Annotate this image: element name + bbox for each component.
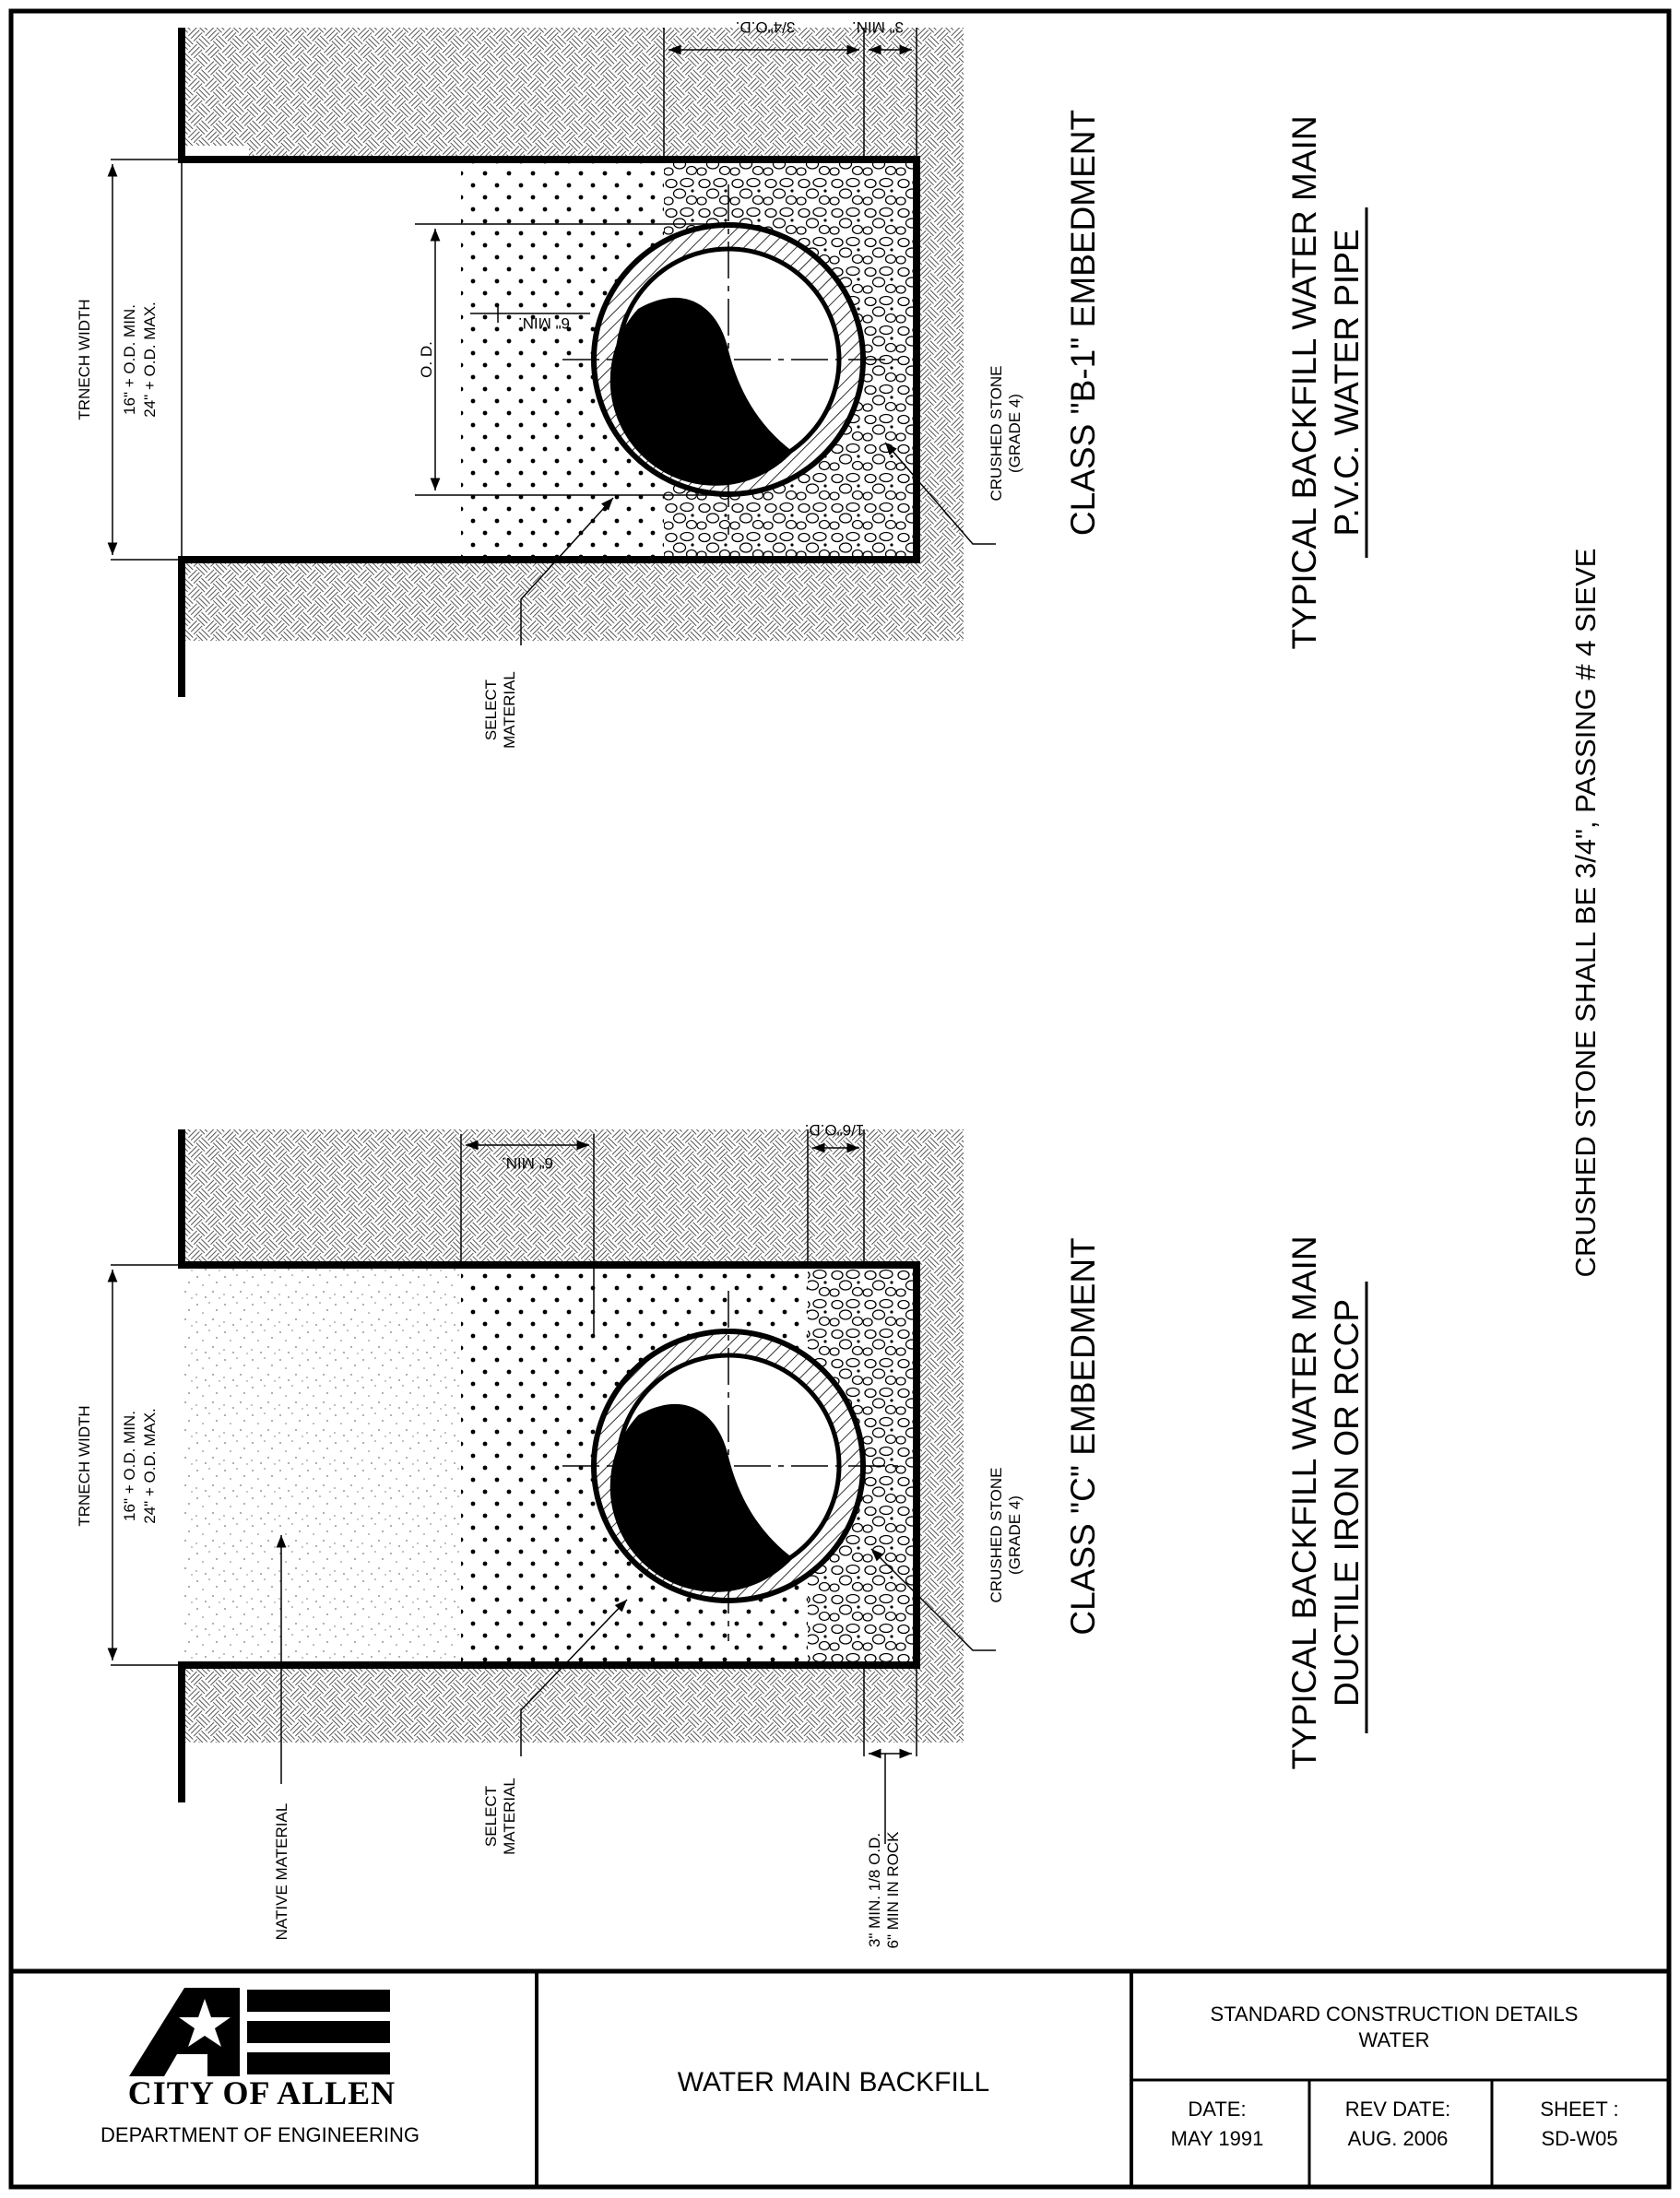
sheet-label: SHEET : bbox=[1540, 2098, 1619, 2121]
trench-max-top: 24" + O.D. MAX. bbox=[141, 301, 159, 418]
department-label: DEPARTMENT OF ENGINEERING bbox=[101, 2123, 420, 2146]
material-label-top: MATERIAL bbox=[501, 671, 518, 749]
grade-label-bottom: (GRADE 4) bbox=[1006, 1495, 1023, 1575]
rock-line2: 6" MIN IN ROCK bbox=[884, 1831, 902, 1949]
select-label-bottom: SELECT bbox=[482, 1785, 500, 1848]
trench-width-label-bottom: TRNECH WIDTH bbox=[76, 1405, 93, 1527]
date-label: DATE: bbox=[1188, 2098, 1247, 2121]
rev-date-value: AUG. 2006 bbox=[1347, 2127, 1449, 2150]
crushed-stone-label-top: CRUSHED STONE bbox=[988, 365, 1005, 502]
title-line1-top: TYPICAL BACKFILL WATER MAIN bbox=[1285, 115, 1323, 650]
class-label-top: CLASS "B-1" EMBEDMENT bbox=[1064, 109, 1102, 537]
material-label-bottom: MATERIAL bbox=[501, 1778, 518, 1855]
grade-label-top: (GRADE 4) bbox=[1006, 394, 1023, 473]
crushed-stone-label-bottom: CRUSHED STONE bbox=[988, 1467, 1005, 1603]
detail-bottom-class-c bbox=[76, 1121, 1366, 1948]
three-min-top: 3" MIN. bbox=[851, 18, 905, 36]
class-label-bottom: CLASS "C" EMBEDMENT bbox=[1064, 1237, 1102, 1636]
od-label-top: O. D. bbox=[418, 341, 435, 378]
native-material-label: NATIVE MATERIAL bbox=[273, 1802, 290, 1941]
title-line2-bottom: DUCTILE IRON OR RCCP bbox=[1328, 1299, 1366, 1707]
series-line2: WATER bbox=[1358, 2028, 1430, 2051]
city-logo bbox=[129, 1988, 390, 2076]
trench-min-top: 16" + O.D. MIN. bbox=[121, 304, 138, 415]
date-value: MAY 1991 bbox=[1170, 2127, 1264, 2150]
detail-top-class-b1 bbox=[76, 18, 1366, 749]
one-sixth-od-bottom: 1/6"O.D. bbox=[804, 1121, 865, 1139]
trench-max-bottom: 24" + O.D. MAX. bbox=[141, 1408, 159, 1524]
title-line2-top: P.V.C. WATER PIPE bbox=[1328, 229, 1366, 537]
rev-date-label: REV DATE: bbox=[1344, 2098, 1451, 2121]
six-min-top: 6" MIN. bbox=[517, 314, 571, 332]
drawing-title: WATER MAIN BACKFILL bbox=[677, 2067, 990, 2098]
title-line1-bottom: TYPICAL BACKFILL WATER MAIN bbox=[1285, 1235, 1323, 1770]
native-material-fill bbox=[184, 1267, 461, 1663]
three-quarter-od-top: 3/4"O.D. bbox=[735, 18, 796, 36]
rock-line1: 3" MIN. 1/8 O.D. bbox=[866, 1832, 883, 1948]
trench-min-bottom: 16" + O.D. MIN. bbox=[121, 1411, 138, 1521]
six-min-bottom: 6" MIN. bbox=[501, 1154, 554, 1172]
crushed-stone-note: CRUSHED STONE SHALL BE 3/4", PASSING # 4 SIEVE bbox=[1569, 548, 1602, 1278]
sheet-value: SD-W05 bbox=[1541, 2127, 1618, 2150]
series-line1: STANDARD CONSTRUCTION DETAILS bbox=[1210, 2003, 1579, 2026]
logo-text: CITY OF ALLEN bbox=[127, 2074, 396, 2111]
title-block bbox=[11, 1971, 1669, 2187]
trench-width-label-top: TRNECH WIDTH bbox=[76, 299, 93, 420]
select-label-top: SELECT bbox=[482, 679, 500, 741]
